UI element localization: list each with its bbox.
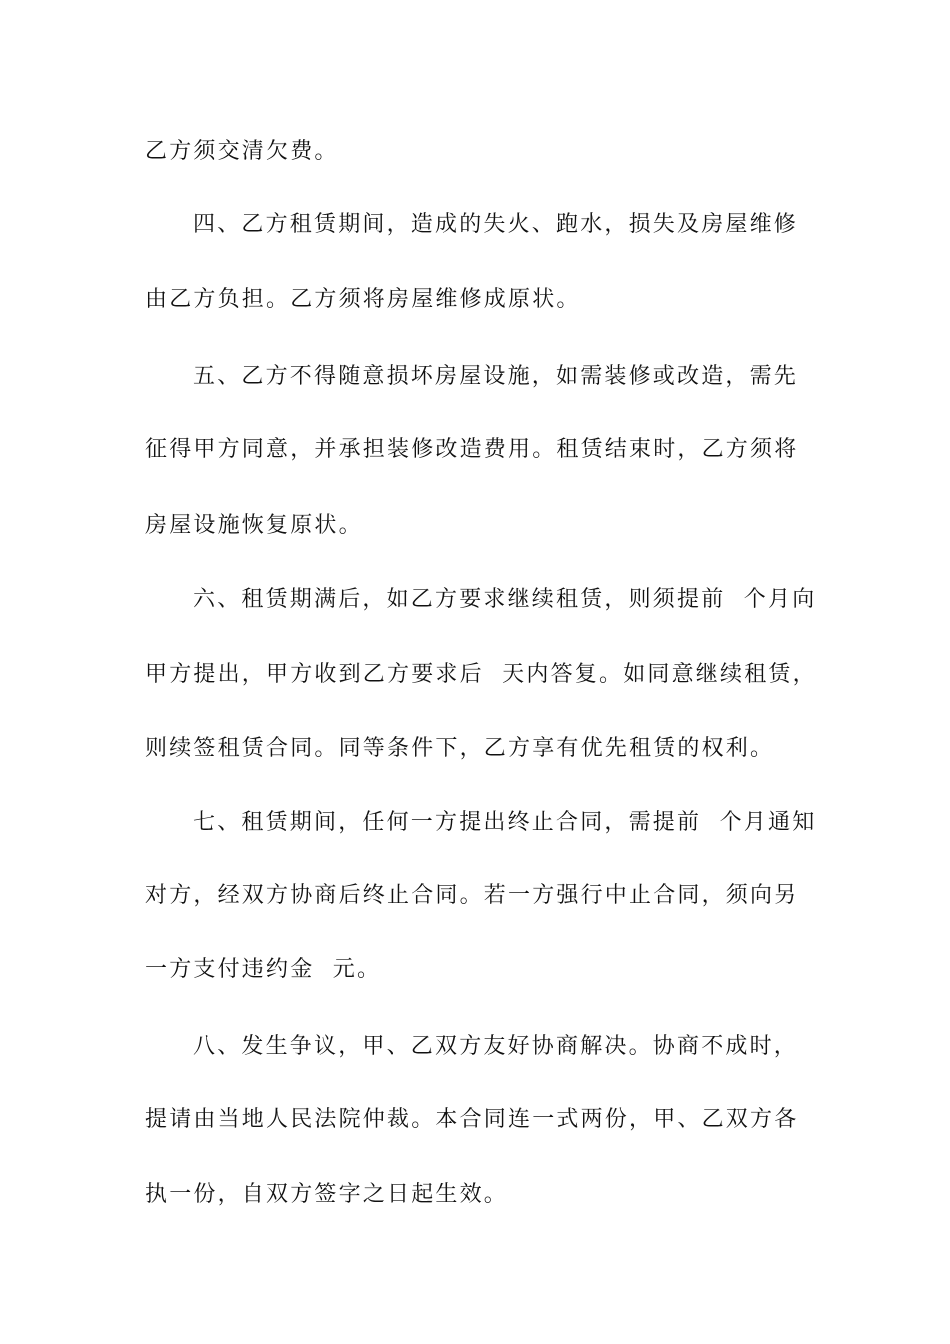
- clause-8-line-2: 提请由当地人民法院仲裁。本合同连一式两份，甲、乙双方各: [145, 1107, 799, 1132]
- text-line-owe-fees: 乙方须交清欠费。: [145, 139, 339, 164]
- clause-6-line-1: 六、租赁期满后，如乙方要求继续租赁，则须提前 个月向: [193, 587, 817, 612]
- clause-5-line-3: 房屋设施恢复原状。: [145, 513, 363, 538]
- clause-5-line-1: 五、乙方不得随意损坏房屋设施，如需装修或改造，需先: [193, 364, 799, 389]
- clause-6-line-3: 则续签租赁合同。同等条件下，乙方享有优先租赁的权利。: [145, 736, 775, 761]
- clause-5-line-2: 征得甲方同意，并承担装修改造费用。租赁结束时，乙方须将: [145, 437, 799, 462]
- clause-8-line-1: 八、发生争议，甲、乙双方友好协商解决。协商不成时，: [193, 1034, 799, 1059]
- clause-7-line-3: 一方支付违约金 元。: [145, 957, 382, 982]
- clause-6-line-2: 甲方提出，甲方收到乙方要求后 天内答复。如同意继续租赁，: [145, 662, 817, 687]
- clause-7-line-2: 对方，经双方协商后终止合同。若一方强行中止合同，须向另: [145, 883, 799, 908]
- clause-4-line-1: 四、乙方租赁期间，造成的失火、跑水，损失及房屋维修: [193, 212, 799, 237]
- clause-8-line-3: 执一份，自双方签字之日起生效。: [145, 1182, 509, 1207]
- clause-4-line-2: 由乙方负担。乙方须将房屋维修成原状。: [145, 287, 581, 312]
- clause-7-line-1: 七、租赁期间，任何一方提出终止合同，需提前 个月通知: [193, 810, 817, 835]
